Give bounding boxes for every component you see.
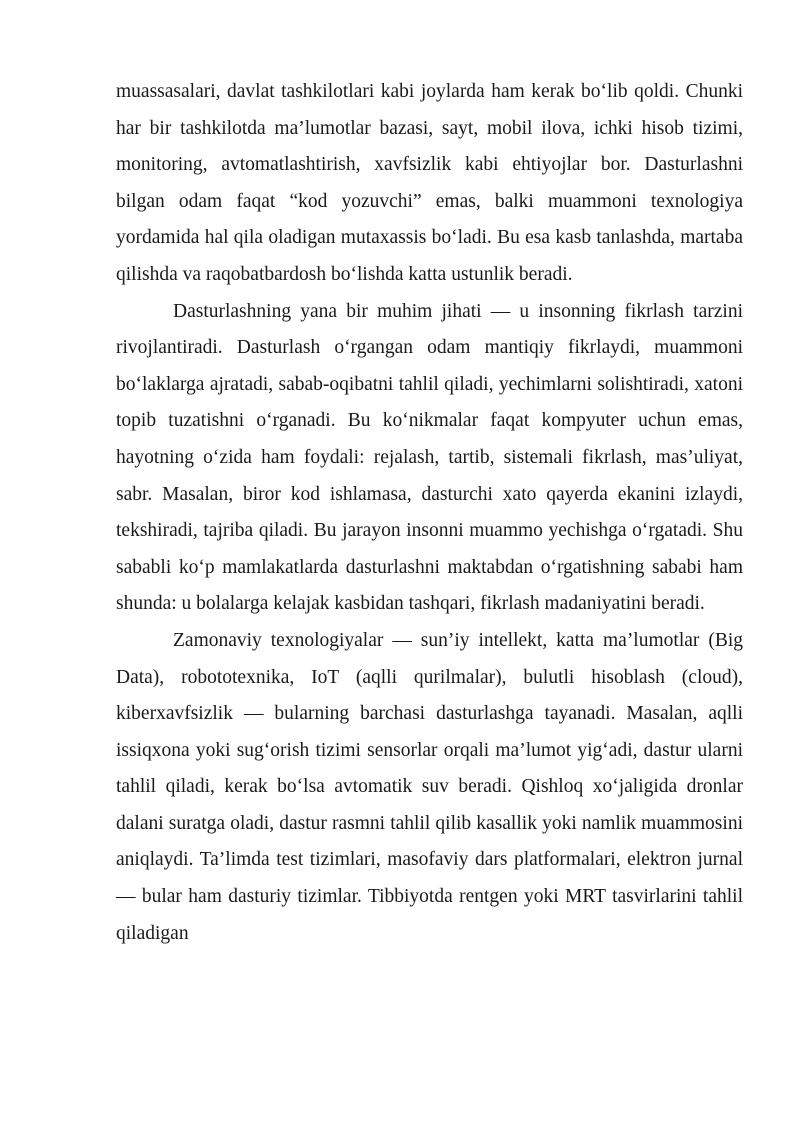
document-page <box>116 74 743 952</box>
paragraph-continuation: muassasalari, davlat tashkilotlari kabi joylarda ham kerak bo‘lib qoldi. Chunki har bir tashkilotda ma’lumotlar bazasi, sayt, mobil ilova, ichki hisob tizimi, monitoring, avtomatlashtirish, xavfsizlik kabi ehtiyojlar bor. Dasturlashni bilgan odam faqat “kod yozuvchi” emas, balki muammoni texnologiya yordamida hal qila oladigan mutaxassis bo‘ladi. Bu esa kasb tanlashda, martaba qilishda va raqobatbardosh bo‘lishda katta ustunlik beradi. <box>116 81 743 285</box>
paragraph-modern-technologies: Zamonaviy texnologiyalar — sun’iy intellekt, katta ma’lumotlar (Big Data), robototexnika, IoT (aqlli qurilmalar), bulutli hisoblash (cloud), kiberxavfsizlik — bularning barchasi dasturlashga tayanadi. Masalan, aqlli issiqxona yoki sug‘orish tizimi sensorlar orqali ma’lumot yig‘adi, dastur ularni tahlil qiladi, kerak bo‘lsa avtomatik suv beradi. Qishloq xo‘jaligida dronlar dalani suratga oladi, dastur rasmni tahlil qilib kasallik yoki namlik muammosini aniqlaydi. Ta’limda test tizimlari, masofaviy dars platformalari, elektron jurnal — bular ham dasturiy tizimlar. Tibbiyotda rentgen yoki MRT tasvirlarini tahlil qiladigan <box>116 629 743 944</box>
paragraph-programming-thinking: Dasturlashning yana bir muhim jihati — u insonning fikrlash tarzini rivojlantiradi. Dasturlash o‘rgangan odam mantiqiy fikrlaydi, muammoni bo‘laklarga ajratadi, sabab-oqibatni tahlil qiladi, yechimlarni solishtiradi, xatoni topib tuzatishni o‘rganadi. Bu ko‘nikmalar faqat kompyuter uchun emas, hayotning o‘zida ham foydali: rejalash, tartib, sistemali fikrlash, mas’uliyat, sabr. Masalan, biror kod ishlamasa, dasturchi xato qayerda ekanini izlaydi, tekshiradi, tajriba qiladi. Bu jarayon insonni muammo yechishga o‘rgatadi. Shu sababli ko‘p mamlakatlarda dasturlashni maktabdan o‘rgatishning sababi ham shunda: u bolalarga kelajak kasbidan tashqari, fikrlash madaniyatini beradi. <box>116 300 743 615</box>
